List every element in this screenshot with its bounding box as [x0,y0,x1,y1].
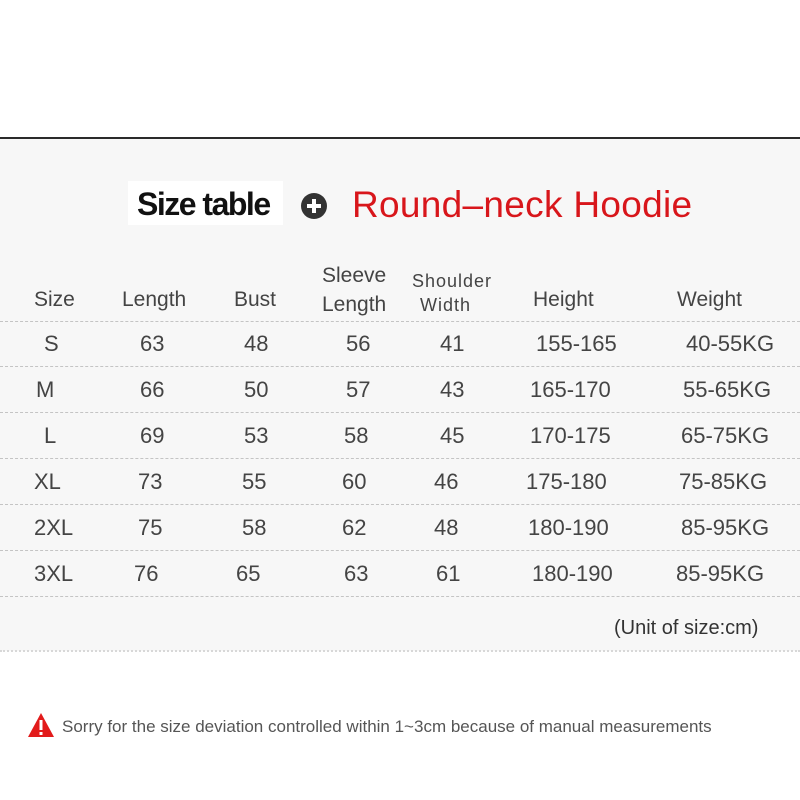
cell-sleeve-length: 58 [344,423,369,448]
cell-size: M [36,377,55,402]
header-shoulder-line1: Shoulder [412,271,493,291]
cell-sleeve-length: 57 [346,377,371,402]
header-shoulder-line2: Width [420,295,472,315]
row-divider [0,596,800,597]
cell-shoulder-width: 45 [440,423,465,448]
cell-bust: 58 [242,515,267,540]
row-divider [0,458,800,459]
cell-sleeve-length: 56 [346,331,371,356]
cell-shoulder-width: 48 [434,515,459,540]
row-divider [0,550,800,551]
cell-size: 2XL [34,515,74,540]
cell-bust: 53 [244,423,269,448]
cell-length: 66 [140,377,165,402]
cell-weight: 55-65KG [683,377,772,402]
row-divider [0,504,800,505]
cell-height: 155-165 [536,331,617,356]
cell-sleeve-length: 63 [344,561,369,586]
row-divider [0,366,800,367]
header-weight: Weight [677,288,742,311]
row-divider [0,412,800,413]
cell-height: 170-175 [530,423,611,448]
cell-size: S [44,331,59,356]
size-table-title: Size table [137,186,270,222]
cell-bust: 65 [236,561,261,586]
header-bust: Bust [234,288,277,311]
cell-sleeve-length: 60 [342,469,367,494]
measurement-notice: Sorry for the size deviation controlled within 1~3cm because of manual measurements [62,717,712,736]
cell-length: 75 [138,515,163,540]
row-divider [0,321,800,322]
product-name: Round–neck Hoodie [352,184,693,225]
cell-weight: 65-75KG [681,423,770,448]
cell-length: 76 [134,561,159,586]
cell-height: 180-190 [532,561,613,586]
cell-shoulder-width: 41 [440,331,465,356]
cell-shoulder-width: 61 [436,561,461,586]
cell-weight: 75-85KG [679,469,768,494]
header-size: Size [34,288,75,311]
cell-weight: 40-55KG [686,331,775,356]
header-sleeve-line2: Length [322,293,387,316]
cell-shoulder-width: 43 [440,377,465,402]
plus-circle-icon [301,193,327,219]
cell-bust: 48 [244,331,269,356]
header-sleeve-line1: Sleeve [322,264,387,287]
cell-weight: 85-95KG [676,561,765,586]
cell-size: 3XL [34,561,74,586]
cell-bust: 50 [244,377,269,402]
cell-shoulder-width: 46 [434,469,459,494]
cell-length: 69 [140,423,165,448]
header-height: Height [533,288,594,311]
cell-height: 165-170 [530,377,611,402]
cell-size: XL [34,469,61,494]
cell-length: 63 [140,331,165,356]
cell-height: 175-180 [526,469,607,494]
cell-sleeve-length: 62 [342,515,367,540]
cell-bust: 55 [242,469,267,494]
cell-weight: 85-95KG [681,515,770,540]
header-length: Length [122,288,187,311]
cell-height: 180-190 [528,515,609,540]
panel-bottom-edge [0,650,800,655]
cell-size: L [44,423,57,448]
unit-note: (Unit of size:cm) [614,617,759,639]
cell-length: 73 [138,469,163,494]
warning-triangle-icon [27,712,55,738]
